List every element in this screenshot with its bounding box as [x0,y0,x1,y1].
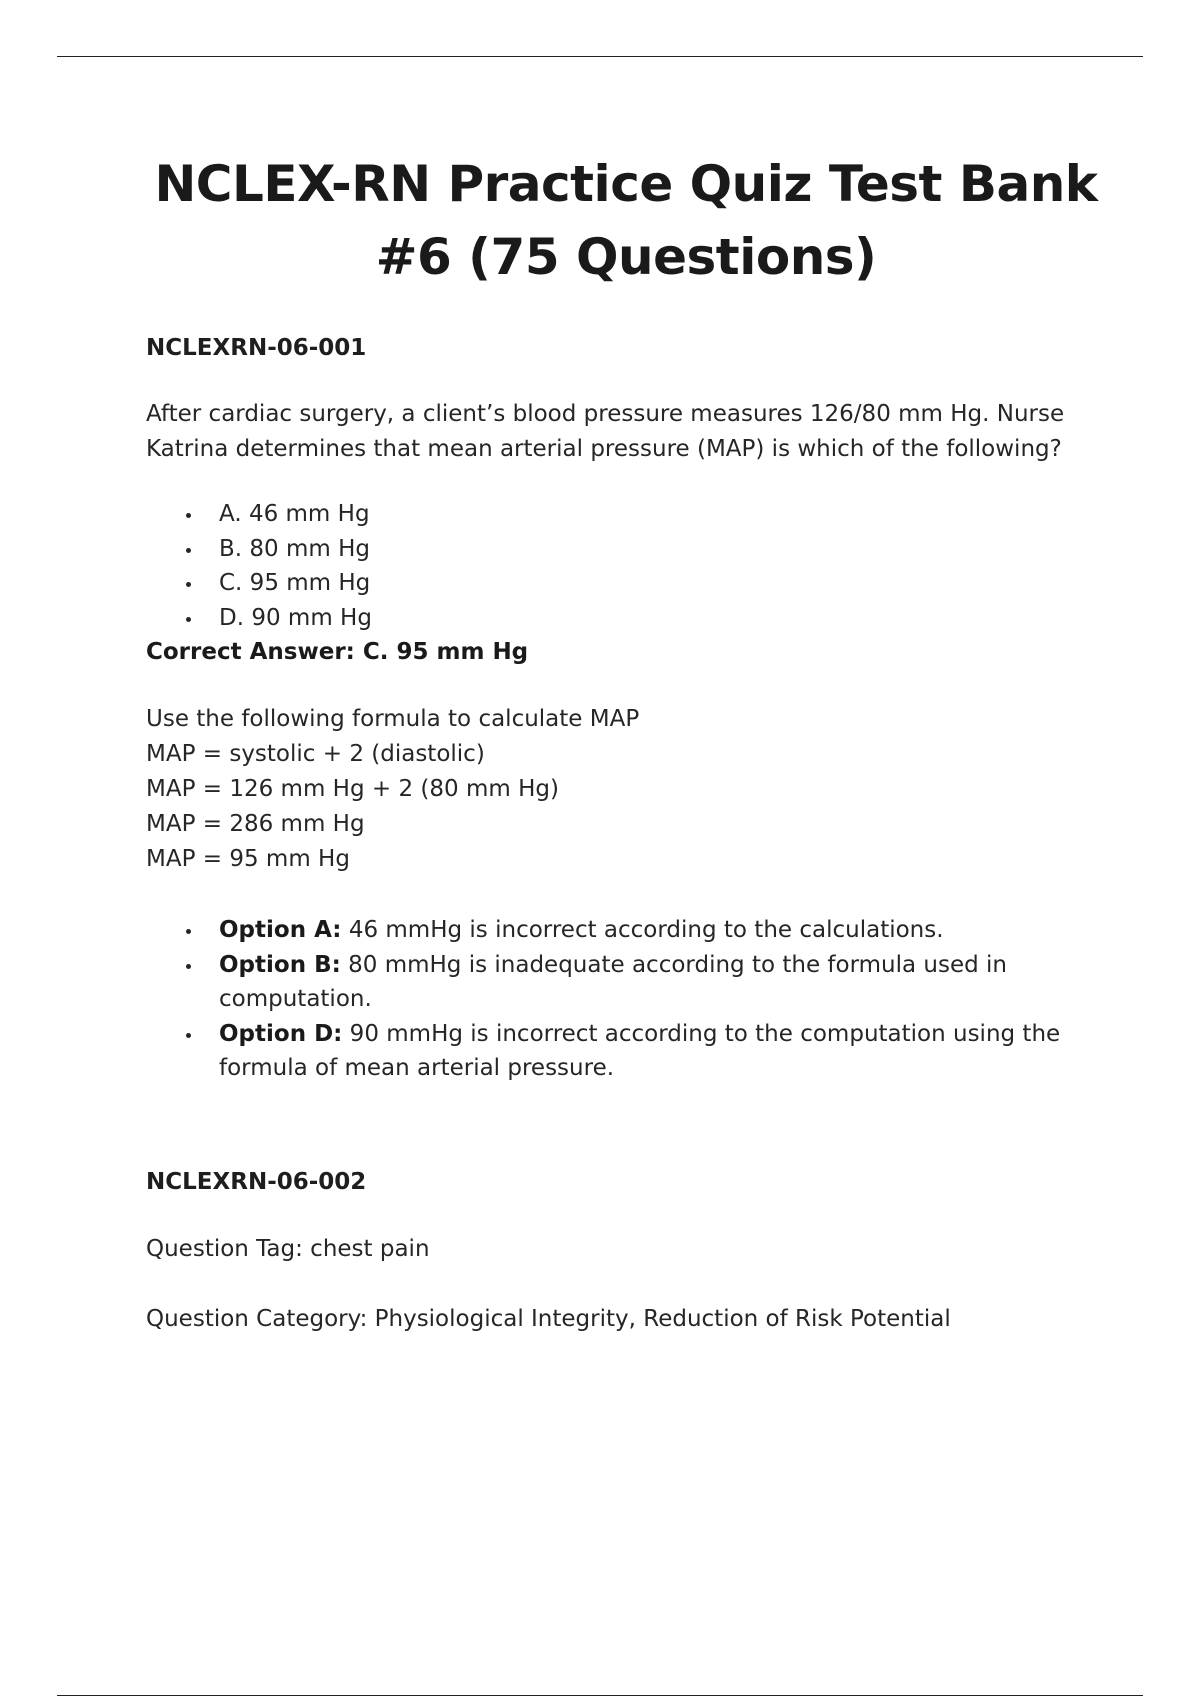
rationale-text: 80 mmHg is inadequate according to the formula used in computation. [219,951,1007,1012]
question-stem: After cardiac surgery, a client’s blood pressure measures 126/80 mm Hg. Nurse Katrina determines that mean arterial pressure (MAP) is which of the following? [146,401,1065,462]
document-body [146,148,1106,1337]
rationale-label: Option B: [219,951,341,978]
formula-line: MAP = 126 mm Hg + 2 (80 mm Hg) [146,776,559,802]
formula-line: Use the following formula to calculate MAP [146,706,640,732]
question-id: NCLEXRN-06-002 [146,1168,367,1195]
rationale-list [146,913,1106,1086]
rationale-label: Option D: [219,1020,343,1047]
question-id: NCLEXRN-06-001 [146,335,367,361]
rationale-text: 90 mmHg is incorrect according to the computation using the formula of mean arterial pressure. [219,1020,1061,1081]
formula-line: MAP = 286 mm Hg [146,811,365,837]
rationale-item [219,948,1106,1017]
answer-option: D. 90 mm Hg [219,601,1106,636]
rationale-item [219,1017,1106,1086]
answer-option: A. 46 mm Hg [219,497,1106,532]
rationale-label: Option A: [219,917,342,943]
question-tag: Question Tag: chest pain [146,1235,430,1262]
rationale-text: 46 mmHg is incorrect according to the calculations. [341,917,944,943]
formula-line: MAP = systolic + 2 (diastolic) [146,741,485,767]
top-divider [57,56,1143,57]
answer-options [146,497,1106,635]
answer-option: C. 95 mm Hg [219,566,1106,601]
correct-answer: Correct Answer: C. 95 mm Hg [146,639,529,665]
formula-block [146,702,1106,877]
rationale-item [219,913,1106,948]
bottom-divider [57,1695,1143,1696]
answer-option: B. 80 mm Hg [219,532,1106,567]
formula-line: MAP = 95 mm Hg [146,846,350,872]
page-title: NCLEX-RN Practice Quiz Test Bank #6 (75 Questions) [154,155,1098,286]
question-category: Question Category: Physiological Integrity, Reduction of Risk Potential [146,1305,951,1332]
